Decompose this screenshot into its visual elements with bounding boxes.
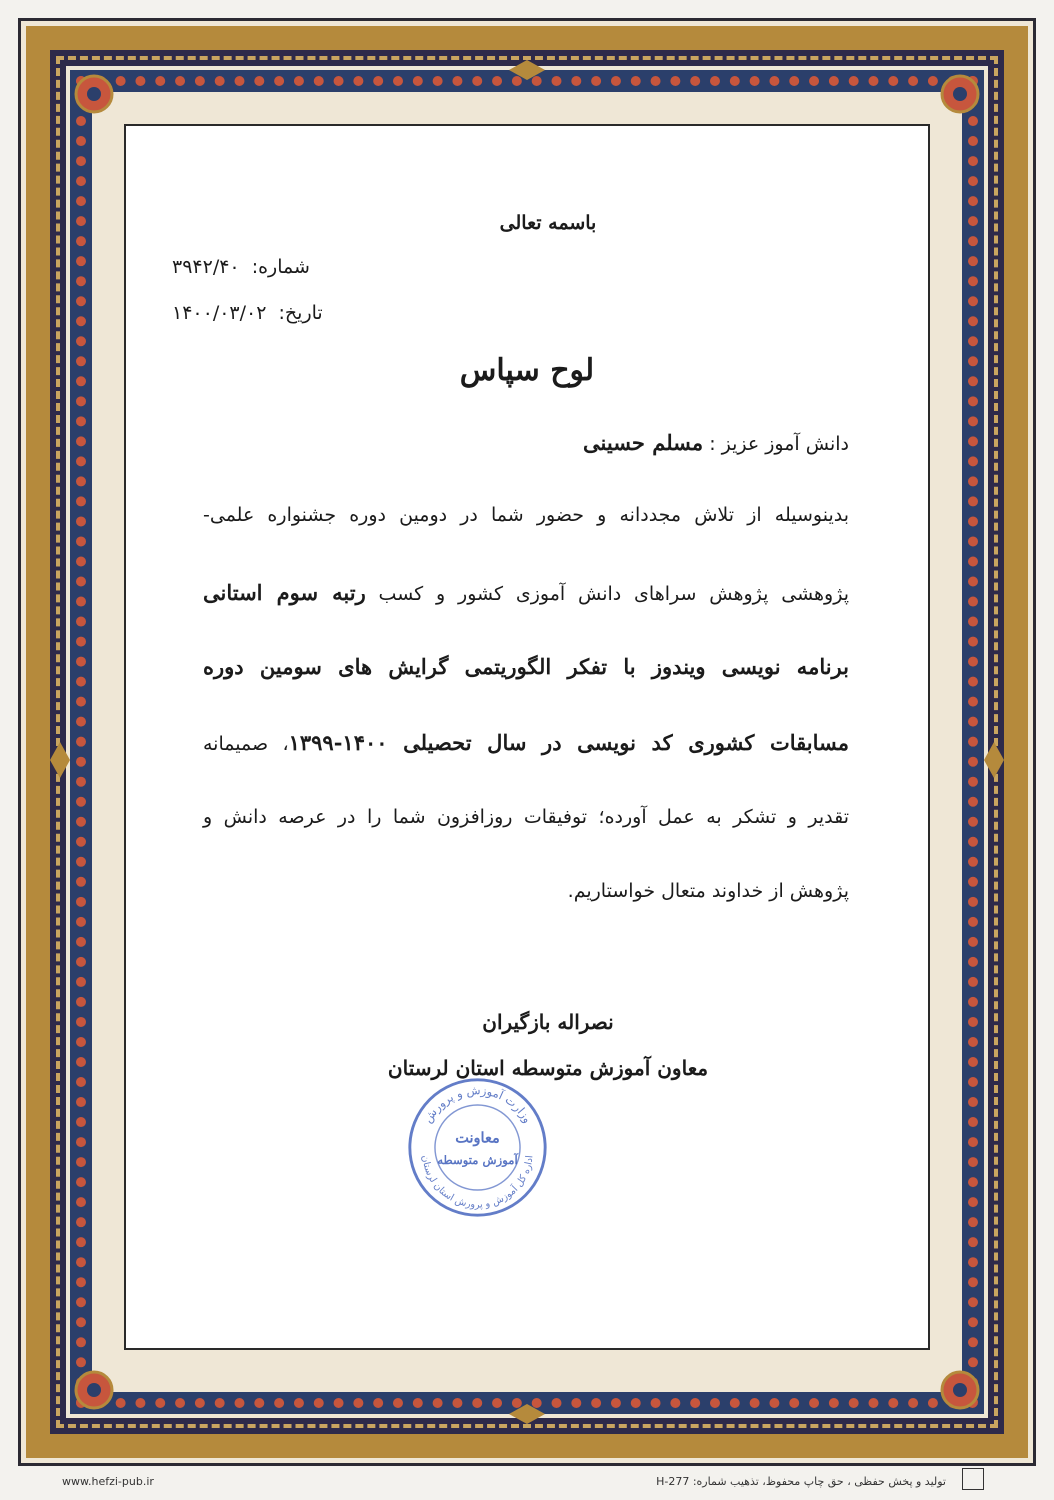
publisher-logo-icon	[962, 1468, 984, 1490]
recipient-label: دانش آموز عزیز :	[709, 433, 849, 455]
recipient-line	[203, 430, 849, 455]
body-line-4	[203, 730, 849, 755]
body-line-6: پژوهش از خداوند متعال خواستاریم.	[567, 880, 849, 902]
stamp-outer-text: وزارت آموزش و پرورش	[420, 1083, 535, 1126]
letter-date	[172, 302, 323, 324]
invocation-heading: باسمه تعالی	[499, 212, 597, 234]
signatory-name: نصراله بازگیران	[482, 1010, 614, 1034]
date-label: تاریخ:	[278, 302, 323, 324]
body-line-5: تقدیر و تشکر به عمل آورده؛ توفیقات روزافزون شما را در عرصه دانش و	[203, 806, 849, 828]
certificate-title: لوح سپاس	[459, 353, 595, 388]
stamp-center-bottom: آموزش متوسطه	[437, 1152, 518, 1167]
stamp-bottom-text: اداره کل آموزش و پرورش استان لرستان	[419, 1154, 536, 1211]
body-line-2	[203, 580, 849, 605]
number-label: شماره:	[251, 256, 310, 278]
stamp-center-top: معاونت	[455, 1129, 500, 1147]
recipient-name: مسلم حسینی	[583, 430, 704, 455]
rank-text: رتبه سوم استانی	[203, 580, 366, 605]
body-line-1: بدینوسیله از تلاش مجددانه و حضور شما در دومین دوره جشنواره علمی-	[203, 504, 849, 526]
publisher-website: www.hefzi-pub.ir	[62, 1475, 154, 1488]
signatory-title: معاون آموزش متوسطه استان لرستان	[387, 1056, 709, 1080]
competition-text: مسابقات کشوری کد نویسی در سال تحصیلی ۱۴۰۰-۱۳۹۹	[288, 730, 849, 755]
publisher-note: تولید و پخش حفظی ، حق چاپ محفوظ، تذهیب شماره: H-277	[656, 1475, 946, 1488]
letter-number	[172, 256, 310, 278]
date-value: ۱۴۰۰/۰۳/۰۲	[172, 302, 267, 324]
body-line-2-text: پژوهشی پژوهش سراهای دانش آموزی کشور و کسب	[365, 583, 849, 605]
body-line-4-text: ، صمیمانه	[203, 733, 289, 755]
number-value: ۳۹۴۲/۴۰	[172, 256, 240, 278]
official-stamp	[405, 1075, 550, 1220]
body-line-3: برنامه نویسی ویندوز با تفکر الگوریتمی گرایش های سومین دوره	[203, 654, 849, 679]
